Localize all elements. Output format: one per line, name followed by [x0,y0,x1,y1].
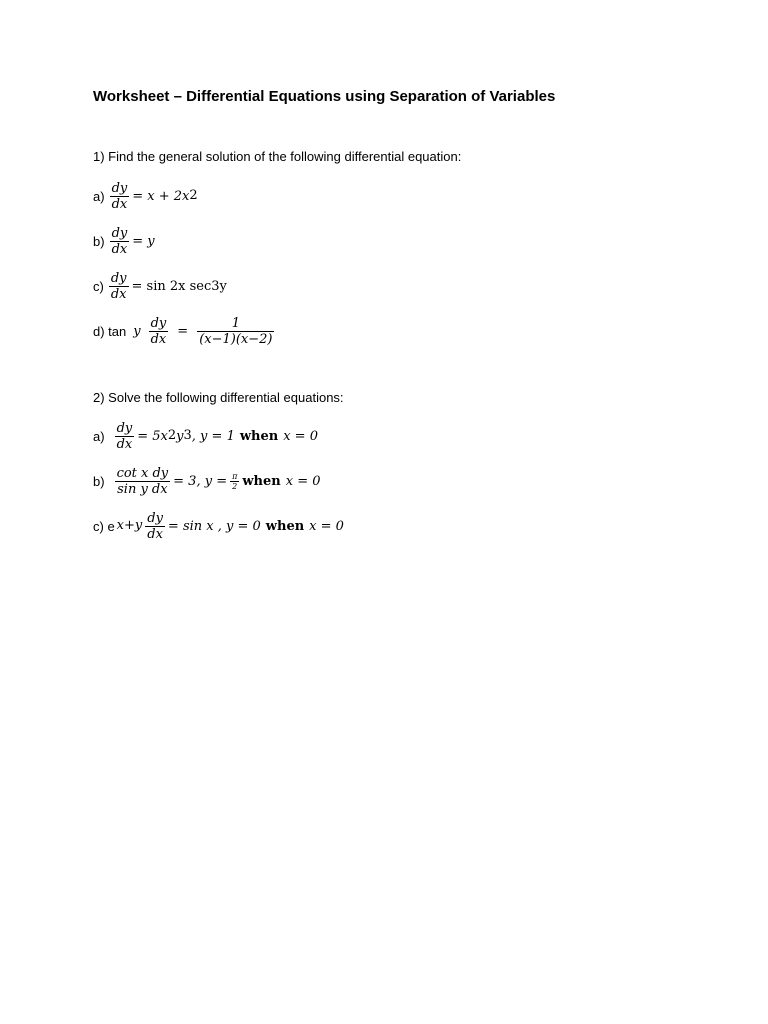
q2c-when-condition: x = 0 [309,518,344,534]
q2a-y-term: y [176,428,184,444]
fraction-denominator: dx [116,436,133,452]
q2-part-c: c) e x+y $\frac{dy}{dx}$ = sin x , y = 0 when x = 0 [93,510,344,542]
fraction-numerator: cot x dy [116,465,169,481]
q2-part-b [93,461,321,501]
fraction-numerator: dy [150,315,167,331]
fraction-numerator: dy [116,420,133,436]
q2c-rhs: = sin x , y = 0 [167,518,261,534]
q1d-variable: y [133,323,141,339]
fraction-denominator: sin y dx [117,481,168,497]
q1c-rhs: = sin 2x sec3y [131,278,227,294]
q2a-label: a) [93,428,105,444]
q1d-label: d) tan [93,323,127,339]
q2a-when: when [239,428,279,444]
q1-part-a: a) $\frac{dy}{dx}$ = x + 2x 2 [93,180,198,212]
q2b-lhs-fraction [115,466,171,497]
worksheet-title: Worksheet – Differential Equations using Separation of Variables [93,88,556,105]
q2b-when-condition: x = 0 [285,473,321,489]
q1d-equals: = [177,323,189,339]
q2a-derivative [115,421,135,452]
q1-part-d [93,311,277,351]
fraction-numerator: dy [111,180,128,196]
fraction-denominator: (x−1)(x−2) [199,331,273,347]
q1a-rhs: = x + 2x [132,188,190,204]
q1b-rhs: = y [132,233,155,249]
fraction-numerator: dy [147,510,163,526]
q2c-derivative [145,511,165,542]
fraction-denominator: dx [110,286,127,302]
q1d-derivative [149,316,169,347]
fraction-denominator: dx [147,526,163,542]
q1c-derivative [109,271,129,302]
q1a-derivative [110,181,130,212]
question-2-heading: 2) Solve the following differential equations: [93,390,344,405]
q2b-when: when [242,473,281,489]
question-1-heading: 1) Find the general solution of the following differential equation: [93,149,462,164]
q2-part-a: a) $\frac{dy}{dx}$ = 5x 2 y 3 , y = 1 when x = 0 [93,420,318,452]
q1a-label: a) [93,188,105,204]
fraction-denominator: dx [150,331,167,347]
fraction-numerator: dy [111,225,128,241]
q2a-when-condition: x = 0 [283,428,318,444]
q2c-label: c) e [93,518,115,534]
q2a-rhs-start: = 5x [137,428,168,444]
q2b-pi-over-two [230,472,239,491]
fraction-numerator: 1 [231,315,240,331]
q1-part-c [93,266,227,306]
q1c-label: c) [93,278,104,294]
q1b-label: b) [93,233,105,249]
q2b-rhs: = 3, y = [173,473,228,489]
fraction-numerator: dy [110,270,127,286]
fraction-denominator: dx [111,241,128,257]
q1-part-b [93,221,155,261]
q2c-when: when [265,518,305,534]
fraction-denominator: dx [111,196,128,212]
q2a-condition: , y = 1 [191,428,235,444]
q1d-rhs-fraction [197,316,274,347]
q2b-label: b) [93,473,105,489]
fraction-denominator: 2 [232,481,238,491]
fraction-numerator: π [232,471,238,481]
q1b-derivative [110,226,130,257]
